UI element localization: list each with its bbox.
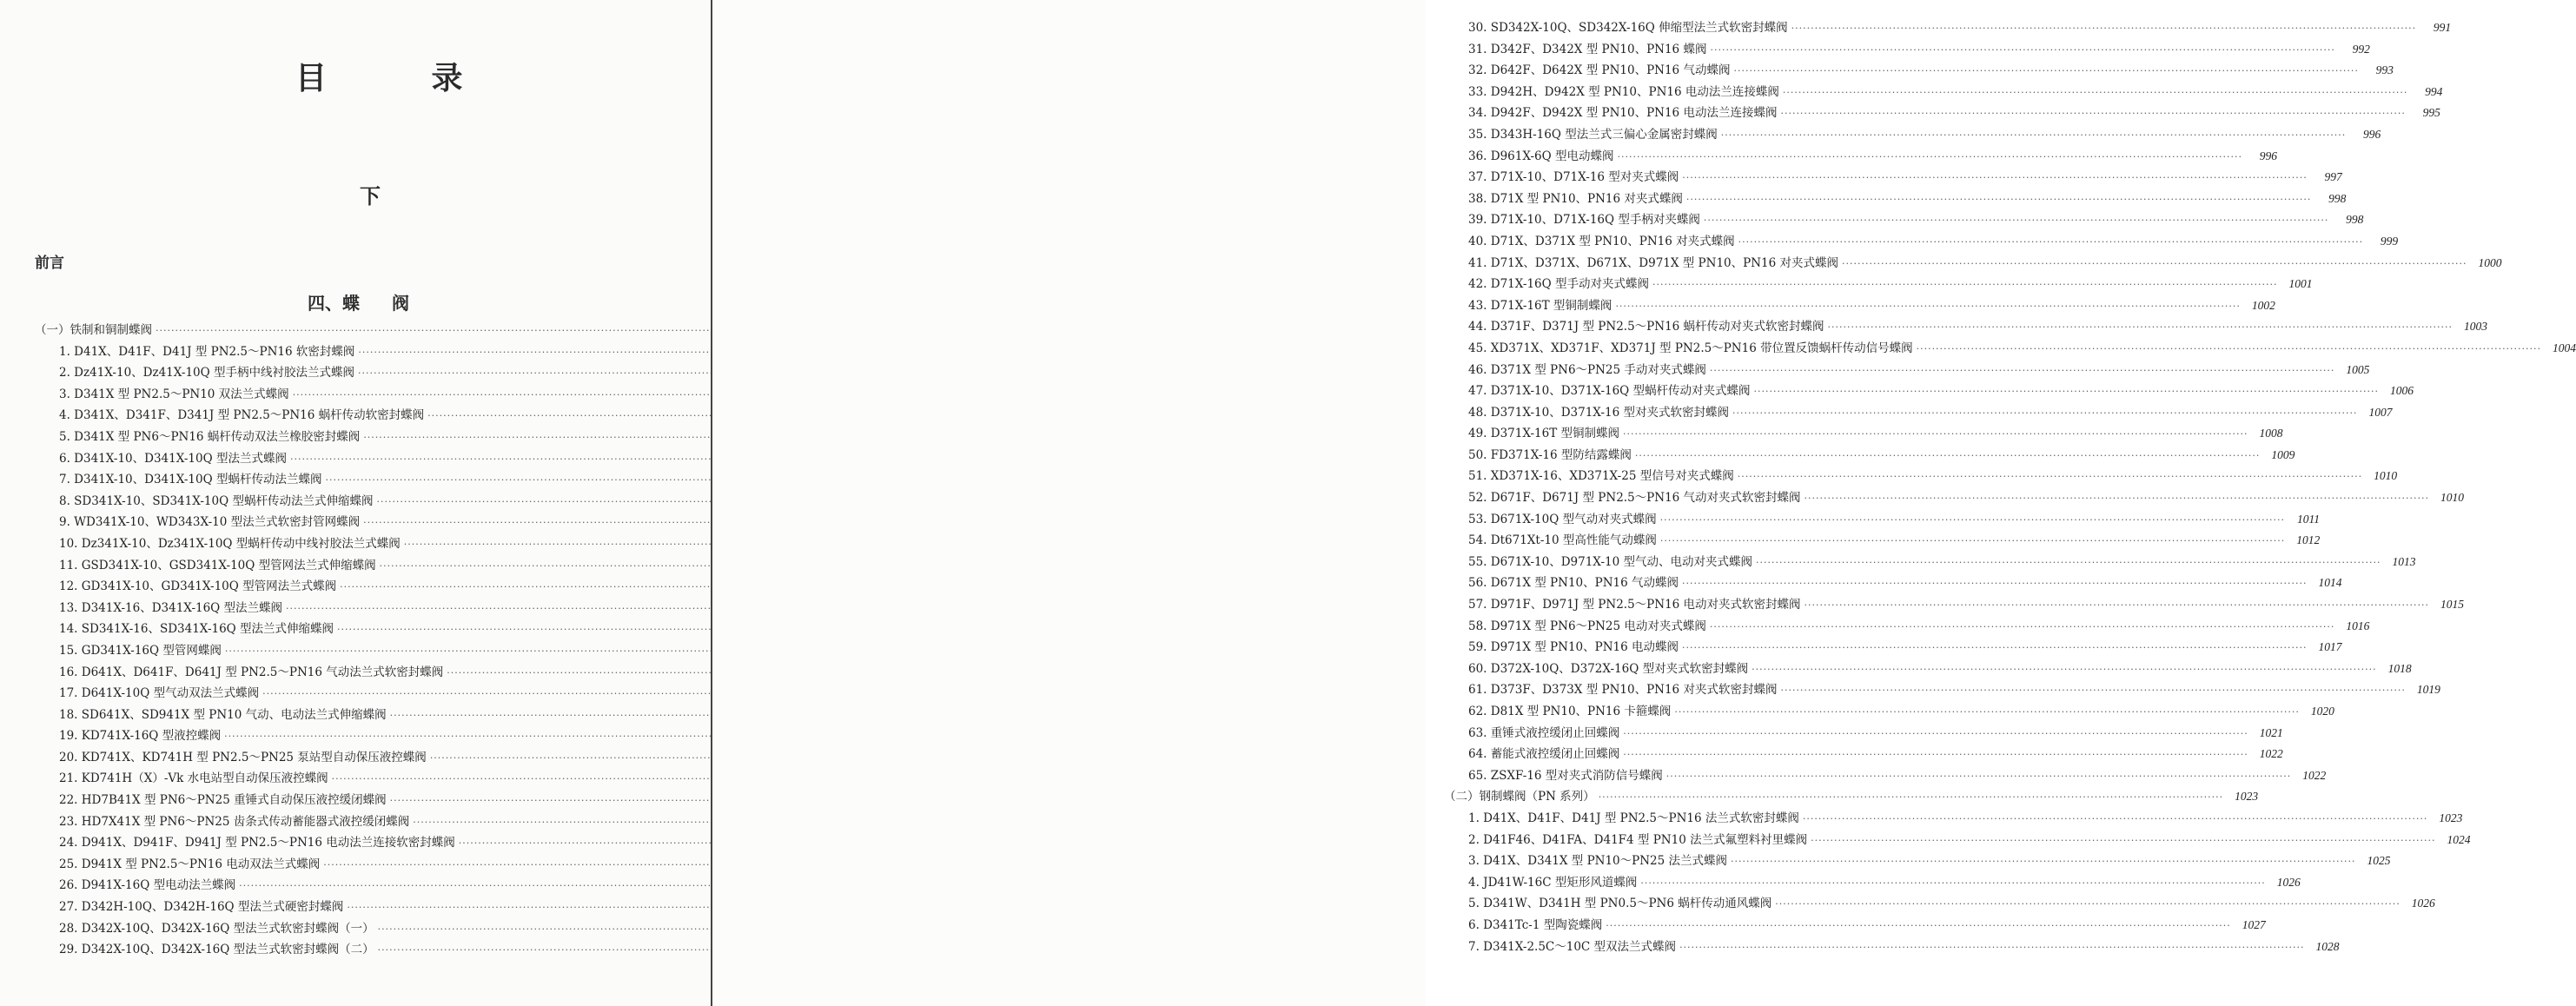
toc-entry[interactable]: [1444, 103, 2440, 124]
dot-leader: [1682, 573, 2307, 595]
toc-entry[interactable]: [1444, 701, 2334, 723]
toc-page-number: 1004: [2553, 341, 2576, 354]
toc-entry[interactable]: [35, 640, 688, 662]
dot-leader: [1733, 61, 2358, 83]
dot-leader: [1791, 18, 2416, 40]
toc-entry-title: 53. D671X-10Q 型气动对夹式蝶阀: [1468, 512, 1657, 526]
dot-leader: [1710, 361, 2334, 382]
toc-page-number: 1020: [2310, 705, 2334, 718]
toc-entry-title: 8. SD341X-10、SD341X-10Q 型蜗杆传动法兰式伸缩蝶阀: [59, 493, 374, 508]
toc-entry-title: 4. JD41W-16C 型矩形风道蝶阀: [1468, 875, 1638, 890]
toc-entry[interactable]: [1444, 594, 2464, 616]
toc-entry[interactable]: [35, 448, 688, 470]
toc-entry[interactable]: [1444, 60, 2394, 82]
toc-entry-title: 19. KD741X-16Q 型液控蝶阀: [59, 729, 222, 744]
toc-entry[interactable]: [1444, 360, 2370, 381]
toc-entry[interactable]: [1444, 466, 2398, 487]
page-title: 目 录: [295, 61, 510, 96]
toc-entry[interactable]: [35, 854, 688, 876]
dot-leader: [156, 321, 780, 342]
toc-entry[interactable]: [35, 491, 688, 513]
toc-page-number: 1012: [2296, 533, 2321, 547]
toc-entry-title: 28. D342X-10Q、D342X-16Q 型法兰式软密封蝶阀（一）: [59, 921, 374, 936]
toc-entry-title: 48. D371X-10、D371X-16 型对夹式软密封蝶阀: [1468, 405, 1729, 420]
toc-entry[interactable]: [1444, 872, 2301, 894]
toc-page-number: 1026: [2411, 897, 2435, 910]
toc-entry[interactable]: [1444, 659, 2412, 680]
toc-entry-title: 5. D341X 型 PN6～PN16 蜗杆传动双法兰橡胶密封蝶阀: [59, 429, 361, 444]
toc-entry[interactable]: [1444, 82, 2443, 103]
toc-entry-title: 18. SD641X、SD941X 型 PN10 气动、电动法兰式伸缩蝶阀: [59, 707, 387, 722]
toc-entry[interactable]: [35, 768, 688, 790]
toc-list-right: [1444, 17, 2576, 957]
toc-entry-title: 45. XD371X、XD371F、XD371J 型 PN2.5～PN16 带位置反馈蜗杆传动信号蝶阀: [1468, 341, 1913, 355]
right-page: [712, 0, 2576, 1006]
toc-entry[interactable]: [1444, 124, 2381, 146]
dot-leader: [1615, 296, 2240, 318]
toc-entry-title: 32. D642F、D642X 型 PN10、PN16 气动蝶阀: [1468, 63, 1731, 78]
toc-entry-title: 49. D371X-16T 型铜制蝶阀: [1468, 427, 1620, 441]
toc-entry-title: 1. D41X、D41F、D41J 型 PN2.5～PN16 软密封蝶阀: [59, 344, 355, 359]
toc-entry-title: 12. GD341X-10、GD341X-10Q 型管网法兰式蝶阀: [59, 579, 337, 594]
toc-entry[interactable]: [35, 683, 688, 705]
toc-page-number: 1021: [2259, 725, 2283, 739]
toc-entry[interactable]: [35, 512, 688, 533]
toc-entry[interactable]: [1444, 338, 2576, 360]
toc-entry-title: 2. D41F46、D41FA、D41F4 型 PN10 法兰式氟塑料衬里蝶阀: [1468, 832, 1808, 847]
toc-page-number: 1018: [2387, 661, 2412, 675]
toc-entry[interactable]: [1444, 765, 2327, 787]
toc-entry[interactable]: [35, 384, 688, 406]
toc-entry[interactable]: [35, 619, 688, 640]
dot-leader: [1660, 531, 2285, 553]
toc-page-number: 1028: [2315, 939, 2340, 953]
toc-page-number: 996: [2362, 127, 2381, 141]
toc-entry-title: 26. D941X-16Q 型电动法兰蝶阀: [59, 878, 236, 893]
toc-entry[interactable]: [35, 427, 688, 448]
toc-entry[interactable]: [35, 405, 688, 427]
toc-entry[interactable]: [1444, 316, 2487, 338]
toc-entry-title: 60. D372X-10Q、D372X-16Q 型对夹式软密封蝶阀: [1468, 661, 1749, 676]
toc-entry-title: 10. Dz341X-10、Dz341X-10Q 型蜗杆传动中线衬胶法兰式蝶阀: [59, 536, 401, 551]
toc-page-number: 991: [2433, 21, 2452, 34]
toc-page-number: 1010: [2374, 469, 2398, 483]
toc-page-number: 1005: [2346, 362, 2370, 376]
dot-leader: [1756, 553, 2381, 574]
toc-page-number: 998: [2346, 213, 2364, 227]
toc-entry-title: 56. D671X 型 PN10、PN16 气动蝶阀: [1468, 576, 1679, 591]
toc-entry[interactable]: [35, 533, 688, 555]
dot-leader: [1803, 809, 2427, 831]
dot-leader: [1710, 617, 2334, 639]
toc-entry[interactable]: [1444, 487, 2464, 509]
toc-entry[interactable]: [35, 725, 688, 747]
toc-page-number: 1015: [2440, 598, 2464, 612]
toc-entry-title: 13. D341X-16、D341X-16Q 型法兰蝶阀: [59, 600, 283, 615]
toc-page-number: 1024: [2447, 832, 2471, 846]
toc-entry-title: 6. D341X-10、D341X-10Q 型法兰式蝶阀: [59, 451, 287, 466]
toc-entry-title: 39. D71X-10、D71X-16Q 型手柄对夹蝶阀: [1468, 213, 1700, 228]
toc-entry[interactable]: [1444, 167, 2342, 189]
toc-entry[interactable]: [35, 598, 688, 619]
toc-entry-title: 34. D942F、D942X 型 PN10、PN16 电动法兰连接蝶阀: [1468, 106, 1778, 121]
toc-entry-title: 62. D81X 型 PN10、PN16 卡箍蝶阀: [1468, 705, 1672, 718]
dot-leader: [1828, 317, 2453, 339]
toc-entry-title: 25. D941X 型 PN2.5～PN16 电动双法兰式蝶阀: [59, 857, 321, 871]
dot-leader: [1679, 937, 2304, 959]
toc-entry-title: 52. D671F、D671J 型 PN2.5～PN16 气动对夹式软密封蝶阀: [1468, 491, 1801, 506]
dot-leader: [1775, 894, 2400, 916]
toc-entry[interactable]: [35, 875, 688, 897]
toc-entry-title: 36. D961X-6Q 型电动蝶阀: [1468, 149, 1614, 163]
dot-leader: [1686, 189, 2311, 211]
toc-entry-title: 47. D371X-10、D371X-16Q 型蜗杆传动对夹式蝶阀: [1468, 384, 1751, 399]
toc-entry-title: 30. SD342X-10Q、SD342X-16Q 伸缩型法兰式软密封蝶阀: [1468, 21, 1788, 35]
toc-entry[interactable]: [1444, 39, 2370, 61]
toc-page-number: 1011: [2297, 512, 2321, 526]
volume-label: 下: [360, 184, 381, 208]
toc-entry[interactable]: [1444, 530, 2321, 552]
toc-entry[interactable]: [35, 705, 688, 726]
toc-entry[interactable]: [1444, 637, 2342, 659]
toc-page-number: 1014: [2318, 576, 2342, 590]
toc-entry-title: 23. HD7X41X 型 PN6～PN25 齿条式传动蓄能器式液控缓闭蝶阀: [59, 814, 410, 829]
toc-entry[interactable]: [1444, 616, 2370, 638]
toc-page-number: 1022: [2259, 747, 2283, 761]
toc-entry-title: 5. D341W、D341H 型 PN0.5～PN6 蜗杆传动通风蝶阀: [1468, 897, 1772, 911]
toc-entry[interactable]: [1444, 830, 2471, 851]
toc-page-number: 1025: [2367, 854, 2391, 868]
dot-leader: [1732, 403, 2357, 425]
dot-leader: [1731, 851, 2355, 873]
toc-entry-title: 11. GSD341X-10、GSD341X-10Q 型管网法兰式伸缩蝶阀: [59, 558, 376, 572]
toc-entry[interactable]: [1444, 253, 2502, 275]
toc-page-number: 1019: [2416, 683, 2440, 697]
dot-leader: [1660, 510, 2285, 532]
toc-entry-title: 24. D941X、D941F、D941J 型 PN2.5～PN16 电动法兰连接软密封蝶阀: [59, 836, 455, 850]
dot-leader: [1704, 210, 2328, 232]
dot-leader: [1682, 168, 2307, 189]
toc-entry[interactable]: [1444, 572, 2342, 594]
toc-entry[interactable]: [1444, 445, 2295, 467]
toc-entry-title: 50. FD371X-16 型防结露蝶阀: [1468, 447, 1632, 462]
toc-page-number: 1008: [2259, 427, 2283, 440]
toc-entry[interactable]: [35, 790, 688, 811]
toc-entry[interactable]: [1444, 850, 2391, 872]
toc-page-number: 1000: [2478, 255, 2502, 269]
toc-entry[interactable]: [1444, 937, 2340, 958]
dot-leader: [1623, 424, 2248, 446]
toc-entry[interactable]: [1444, 295, 2275, 317]
toc-section[interactable]: [35, 320, 688, 341]
toc-entry-title: 20. KD741X、KD741H 型 PN2.5～PN25 泵站型自动保压液控蝶阀: [59, 750, 427, 764]
toc-entry[interactable]: [35, 918, 688, 940]
toc-entry[interactable]: [1444, 552, 2416, 573]
toc-entry[interactable]: [35, 811, 688, 833]
toc-entry[interactable]: [35, 747, 688, 769]
toc-entry-title: （一）铁制和铜制蝶阀: [35, 323, 152, 337]
toc-entry-title: 9. WD341X-10、WD343X-10 型法兰式软密封管网蝶阀: [59, 515, 361, 530]
toc-entry-title: 58. D971X 型 PN6～PN25 电动对夹式蝶阀: [1468, 619, 1706, 633]
toc-entry-title: 41. D71X、D371X、D671X、D971X 型 PN10、PN16 对夹式蝶阀: [1468, 255, 1839, 270]
dot-leader: [1682, 638, 2307, 659]
toc-page-number: 998: [2328, 191, 2347, 205]
preface-heading[interactable]: 前言: [35, 255, 64, 272]
dot-leader: [1917, 339, 2541, 361]
dot-leader: [1652, 275, 2277, 296]
toc-entry[interactable]: [1444, 209, 2364, 231]
toc-entry[interactable]: [1444, 915, 2266, 937]
toc-entry[interactable]: [35, 469, 688, 491]
toc-entry[interactable]: [1444, 893, 2435, 915]
toc-entry-title: 61. D373F、D373X 型 PN10、PN16 对夹式软密封蝶阀: [1468, 683, 1778, 698]
toc-entry-title: 6. D341Tc-1 型陶瓷蝶阀: [1468, 917, 1603, 932]
dot-leader: [1618, 147, 2242, 169]
toc-page-number: 1017: [2318, 640, 2342, 654]
toc-entry-title: 15. GD341X-16Q 型管网蝶阀: [59, 643, 222, 658]
toc-page-number: 1001: [2288, 277, 2313, 291]
dot-leader: [1721, 125, 2346, 147]
toc-entry[interactable]: [1444, 146, 2277, 168]
toc-page-number: 1022: [2302, 768, 2327, 782]
toc-page-number: 992: [2352, 42, 2370, 56]
toc-entry-title: 3. D341X 型 PN2.5～PN10 双法兰式蝶阀: [59, 387, 289, 401]
toc-page-number: 1007: [2368, 405, 2393, 419]
dot-leader: [1752, 659, 2376, 681]
dot-leader: [1674, 702, 2299, 724]
toc-entry-title: 33. D942H、D942X 型 PN10、PN16 电动法兰连接蝶阀: [1468, 84, 1779, 99]
toc-entry-title: 57. D971F、D971J 型 PN2.5～PN16 电动对夹式软密封蝶阀: [1468, 598, 1801, 612]
toc-entry-title: 7. D341X-10、D341X-10Q 型蜗杆传动法兰蝶阀: [59, 473, 322, 487]
dot-leader: [1623, 745, 2248, 766]
toc-entry-title: 22. HD7B41X 型 PN6～PN25 重锤式自动保压液控缓闭蝶阀: [59, 793, 387, 808]
dot-leader: [1783, 83, 2407, 104]
toc-page-number: 997: [2324, 170, 2342, 184]
toc-entry-title: 38. D71X 型 PN10、PN16 对夹式蝶阀: [1468, 191, 1683, 206]
toc-page-number: 993: [2375, 63, 2394, 77]
toc-entry-title: 4. D341X、D341F、D341J 型 PN2.5～PN16 蜗杆传动软密封蝶阀: [59, 408, 425, 423]
toc-entry[interactable]: [1444, 509, 2321, 531]
toc-entry-title: 43. D71X-16T 型铜制蝶阀: [1468, 298, 1612, 313]
toc-entry-title: 16. D641X、D641F、D641J 型 PN2.5～PN16 气动法兰式软密封蝶阀: [59, 665, 444, 679]
toc-entry-title: 17. D641X-10Q 型气动双法兰式蝶阀: [59, 686, 260, 701]
toc-page-number: 994: [2425, 84, 2443, 98]
dot-leader: [1666, 766, 2291, 788]
toc-page-number: 995: [2422, 106, 2440, 120]
toc-page-number: 1010: [2440, 491, 2464, 505]
dot-leader: [1623, 724, 2248, 745]
toc-entry[interactable]: [1444, 679, 2440, 701]
toc-entry-title: 14. SD341X-16、SD341X-16Q 型法兰式伸缩蝶阀: [59, 622, 334, 637]
dot-leader: [1738, 467, 2362, 488]
toc-entry[interactable]: [1444, 808, 2463, 830]
toc-entry-title: （二）钢制蝶阀（PN 系列）: [1444, 790, 1595, 804]
toc-entry-title: 37. D71X-10、D71X-16 型对夹式蝶阀: [1468, 170, 1679, 185]
toc-page-number: 1006: [2390, 384, 2414, 398]
toc-entry-title: 64. 蓄能式液控缓闭止回蝶阀: [1468, 747, 1620, 762]
dot-leader: [1635, 446, 2260, 467]
toc-entry-title: 44. D371F、D371J 型 PN2.5～PN16 蜗杆传动对夹式软密封蝶阀: [1468, 320, 1824, 334]
toc-entry[interactable]: [1444, 723, 2283, 745]
toc-entry[interactable]: [35, 662, 688, 684]
toc-entry[interactable]: [35, 341, 688, 363]
toc-page-number: 999: [2380, 234, 2399, 248]
toc-entry-title: 35. D343H-16Q 型法兰式三偏心金属密封蝶阀: [1468, 127, 1718, 142]
toc-entry[interactable]: [1444, 423, 2283, 445]
toc-entry[interactable]: [35, 362, 688, 384]
toc-entry[interactable]: [35, 939, 688, 961]
toc-entry-title: 31. D342F、D342X 型 PN10、PN16 蝶阀: [1468, 42, 1707, 56]
dot-leader: [1805, 488, 2429, 510]
toc-entry[interactable]: [1444, 17, 2452, 39]
toc-page-number: 1009: [2271, 447, 2295, 461]
dot-leader: [1754, 381, 2379, 403]
toc-entry-title: 42. D71X-16Q 型手动对夹式蝶阀: [1468, 277, 1649, 292]
dot-leader: [1780, 103, 2405, 125]
toc-page-number: 1016: [2346, 619, 2370, 632]
dot-leader: [1738, 232, 2363, 254]
toc-entry[interactable]: [1444, 274, 2313, 295]
toc-entry[interactable]: [35, 897, 688, 918]
toc-entry[interactable]: [1444, 381, 2414, 402]
toc-entry-title: 3. D41X、D341X 型 PN10～PN25 法兰式蝶阀: [1468, 854, 1728, 869]
dot-leader: [1780, 680, 2405, 702]
toc-entry-title: 46. D371X 型 PN6～PN25 手动对夹式蝶阀: [1468, 362, 1706, 377]
dot-leader: [1640, 873, 2265, 895]
toc-entry-title: 7. D341X-2.5C～10C 型双法兰式蝶阀: [1468, 939, 1677, 954]
toc-entry-title: 2. Dz41X-10、Dz41X-10Q 型手柄中线衬胶法兰式蝶阀: [59, 366, 354, 381]
toc-entry-title: 65. ZSXF-16 型对夹式消防信号蝶阀: [1468, 768, 1663, 783]
toc-page-number: 1023: [2235, 790, 2259, 804]
toc-entry[interactable]: [1444, 744, 2283, 765]
toc-entry-title: 51. XD371X-16、XD371X-25 型信号对夹式蝶阀: [1468, 469, 1734, 484]
toc-entry[interactable]: [1444, 189, 2347, 210]
toc-page-number: 1002: [2251, 298, 2275, 312]
toc-section[interactable]: [1444, 786, 2259, 808]
toc-page-number: 1027: [2242, 917, 2266, 931]
toc-page-number: 996: [2259, 149, 2277, 162]
toc-entry-title: 29. D342X-10Q、D342X-16Q 型法兰式软密封蝶阀（二）: [59, 943, 374, 957]
toc-entry[interactable]: [35, 832, 688, 854]
toc-entry-title: 40. D71X、D371X 型 PN10、PN16 对夹式蝶阀: [1468, 234, 1735, 248]
toc-entry[interactable]: [35, 576, 688, 598]
toc-page-number: 1003: [2464, 320, 2487, 334]
toc-entry-title: 1. D41X、D41F、D41J 型 PN2.5～PN16 法兰式软密封蝶阀: [1468, 811, 1799, 825]
toc-entry-title: 27. D342H-10Q、D342H-16Q 型法兰式硬密封蝶阀: [59, 900, 344, 915]
dot-leader: [1599, 787, 2223, 809]
toc-entry[interactable]: [1444, 402, 2393, 424]
toc-entry-title: 63. 重锤式液控缓闭止回蝶阀: [1468, 725, 1620, 740]
toc-page-number: 1013: [2392, 554, 2416, 568]
dot-leader: [1842, 254, 2467, 275]
toc-entry[interactable]: [35, 555, 688, 577]
chapter-heading: 四、蝶 阀: [308, 293, 409, 314]
toc-list-left: [35, 320, 688, 961]
toc-entry-title: 55. D671X-10、D971X-10 型气动、电动对夹式蝶阀: [1468, 554, 1752, 569]
left-page: [0, 0, 711, 1006]
toc-entry-title: 54. Dt671Xt-10 型高性能气动蝶阀: [1468, 533, 1657, 548]
dot-leader: [1606, 916, 2230, 937]
toc-page-number: 1023: [2439, 811, 2463, 824]
dot-leader: [1805, 595, 2429, 617]
toc-page-number: 1026: [2276, 875, 2301, 889]
dot-leader: [1811, 831, 2435, 852]
dot-leader: [1710, 40, 2334, 62]
toc-entry-title: 21. KD741H（X）-Vk 水电站型自动保压液控蝶阀: [59, 771, 328, 786]
toc-entry[interactable]: [1444, 231, 2399, 253]
toc-entry-title: 59. D971X 型 PN10、PN16 电动蝶阀: [1468, 640, 1679, 655]
